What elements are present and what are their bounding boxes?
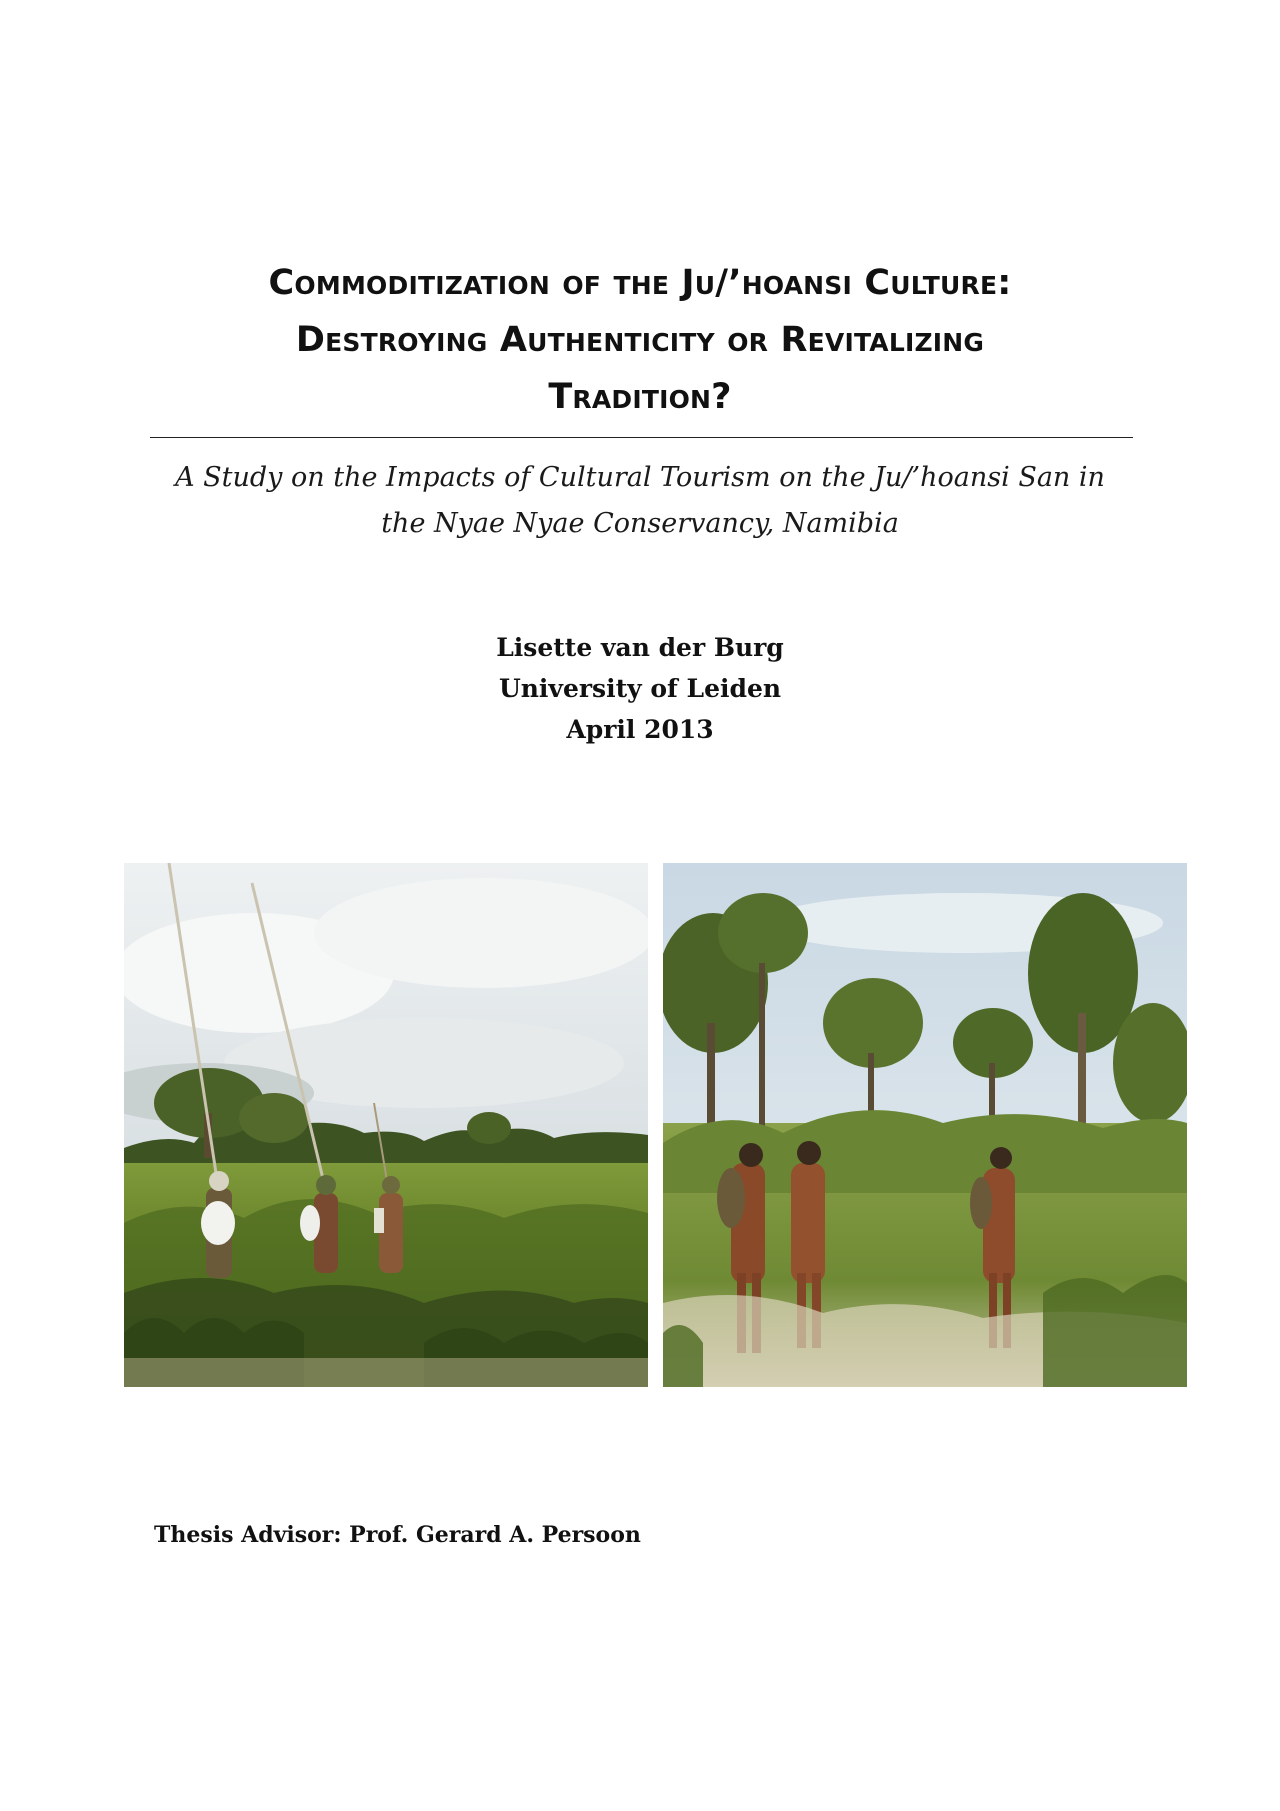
subtitle-line-1: A Study on the Impacts of Cultural Tourism on the Ju/’hoansi San in xyxy=(175,462,1105,493)
title-line-2: Destroying Authenticity or Revitalizing xyxy=(295,320,985,360)
title-line-3: Tradition? xyxy=(548,377,732,417)
author-block xyxy=(340,627,940,750)
thesis-title xyxy=(150,255,1130,426)
photo-hunters-with-spears xyxy=(124,863,648,1387)
subtitle-line-2: the Nyae Nyae Conservancy, Namibia xyxy=(381,508,899,539)
author-name: Lisette van der Burg xyxy=(496,633,784,662)
title-divider xyxy=(150,437,1133,438)
title-line-1: Commoditization of the Ju/’hoansi Culture: xyxy=(268,263,1012,303)
photo-hunters-walking xyxy=(663,863,1187,1387)
author-date: April 2013 xyxy=(566,715,714,744)
thesis-subtitle xyxy=(130,455,1150,547)
author-institution: University of Leiden xyxy=(498,674,782,703)
thesis-advisor: Thesis Advisor: Prof. Gerard A. Persoon xyxy=(154,1522,641,1548)
